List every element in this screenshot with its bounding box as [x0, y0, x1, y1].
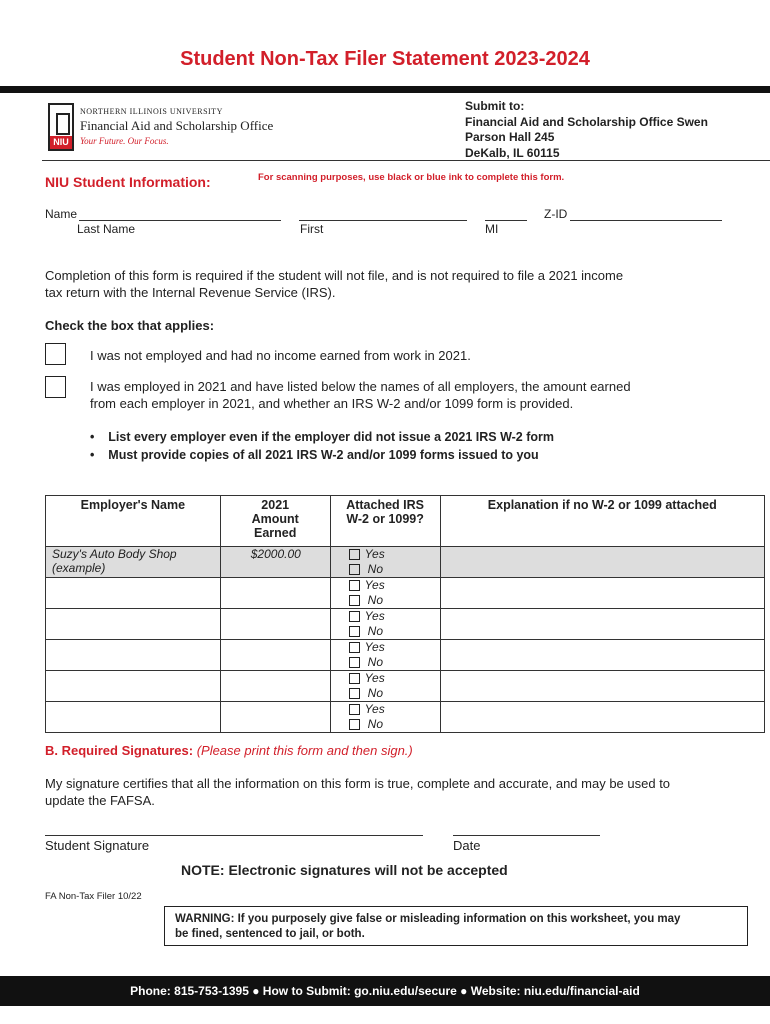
attached-header: Attached IRS W-2 or 1099?: [330, 496, 440, 547]
employer-cell[interactable]: [46, 671, 221, 702]
student-info-heading: NIU Student Information:: [45, 174, 211, 190]
instruction-list: [90, 430, 554, 466]
last-name-field[interactable]: [79, 220, 281, 221]
explanation-header: Explanation if no W-2 or 1099 attached: [440, 496, 764, 547]
employer-cell[interactable]: [46, 640, 221, 671]
certification-text: My signature certifies that all the information on this form is true, complete and accurate, and may be used to update the FAFSA.: [45, 776, 671, 808]
electronic-signature-note: NOTE: Electronic signatures will not be accepted: [181, 862, 508, 878]
mi-field[interactable]: [485, 220, 527, 221]
list-item: • Must provide copies of all 2021 IRS W-2 and/or 1099 forms issued to you: [90, 448, 539, 462]
divider: [42, 160, 770, 161]
amount-header: 2021 Amount Earned: [220, 496, 330, 547]
employer-cell[interactable]: [46, 702, 221, 733]
explanation-cell[interactable]: [440, 640, 764, 671]
date-label: Date: [453, 838, 481, 853]
date-line[interactable]: [453, 835, 600, 836]
explanation-cell[interactable]: [440, 702, 764, 733]
explanation-cell[interactable]: [440, 578, 764, 609]
niu-seal-icon: NIU: [48, 103, 74, 151]
amount-cell[interactable]: [220, 702, 330, 733]
example-amount: $2000.00: [220, 547, 330, 578]
explanation-cell[interactable]: [440, 547, 764, 578]
table-row: [46, 609, 765, 640]
employer-cell[interactable]: [46, 609, 221, 640]
amount-cell[interactable]: [220, 640, 330, 671]
explanation-cell[interactable]: [440, 671, 764, 702]
logo-tagline: Your Future. Our Focus.: [80, 136, 169, 146]
intro-text: Completion of this form is required if the student will not file, and is not required to file a 2021 income tax return with the Internal Revenue Service (IRS).: [45, 268, 624, 300]
amount-cell[interactable]: [220, 671, 330, 702]
table-row: [46, 578, 765, 609]
yes-no-checkboxes[interactable]: Yes No: [349, 578, 440, 608]
logo-office: Financial Aid and Scholarship Office: [80, 118, 274, 133]
employer-table: [45, 495, 765, 733]
employed-label: I was employed in 2021 and have listed below the names of all employers, the amount earned from each employer in 2021, and whether an IRS W-2 and/or 1099 form is provided.: [90, 379, 631, 411]
yes-no-checkboxes[interactable]: Yes No: [349, 702, 440, 732]
amount-cell[interactable]: [220, 609, 330, 640]
last-name-caption: Last Name: [77, 222, 136, 236]
yes-no-checkboxes[interactable]: Yes No: [349, 671, 440, 701]
yes-no-checkboxes[interactable]: Yes No: [349, 609, 440, 639]
employer-header: Employer's Name: [46, 496, 221, 547]
niu-logo: [48, 103, 298, 155]
example-employer: Suzy's Auto Body Shop (example): [46, 547, 221, 578]
employer-cell[interactable]: [46, 578, 221, 609]
zid-field[interactable]: [570, 220, 722, 221]
mi-caption: MI: [485, 222, 499, 236]
name-label: Name: [45, 207, 78, 221]
form-id: FA Non-Tax Filer 10/22: [45, 891, 142, 902]
student-signature-label: Student Signature: [45, 838, 150, 853]
table-row: [46, 671, 765, 702]
student-signature-line[interactable]: [45, 835, 423, 836]
footer-contact: Phone: 815-753-1395 ● How to Submit: go.niu.edu/secure ● Website: niu.edu/financial-aid: [0, 976, 770, 1006]
first-name-caption: First: [300, 222, 324, 236]
table-row: [46, 640, 765, 671]
yes-no-checkboxes[interactable]: Yes No: [349, 640, 440, 670]
list-item: • List every employer even if the employer did not issue a 2021 IRS W-2 form: [90, 430, 555, 444]
page-title: Student Non-Tax Filer Statement 2023-2024: [180, 48, 590, 70]
section-b-heading: B. Required Signatures: (Please print this form and then sign.): [45, 743, 413, 758]
table-header-row: [46, 496, 765, 547]
yes-no-checkboxes[interactable]: Yes No: [349, 547, 440, 577]
check-heading: Check the box that applies:: [45, 318, 215, 333]
first-name-field[interactable]: [299, 220, 467, 221]
logo-university: NORTHERN ILLINOIS UNIVERSITY: [80, 107, 223, 116]
scan-note: For scanning purposes, use black or blue ink to complete this form.: [258, 172, 565, 183]
not-employed-checkbox[interactable]: [45, 343, 66, 365]
not-employed-label: I was not employed and had no income earned from work in 2021.: [90, 348, 471, 363]
zid-label: Z-ID: [544, 207, 568, 221]
header-rule: [0, 86, 770, 93]
table-row: [46, 702, 765, 733]
warning-box: WARNING: If you purposely give false or misleading information on this worksheet, you may be fined, sentenced to jail, or both.: [164, 906, 748, 946]
table-row: [46, 547, 765, 578]
amount-cell[interactable]: [220, 578, 330, 609]
submit-address: Submit to: Financial Aid and Scholarship Office Swen Parson Hall 245 DeKalb, IL 60115: [465, 99, 708, 160]
explanation-cell[interactable]: [440, 609, 764, 640]
employed-checkbox[interactable]: [45, 376, 66, 398]
